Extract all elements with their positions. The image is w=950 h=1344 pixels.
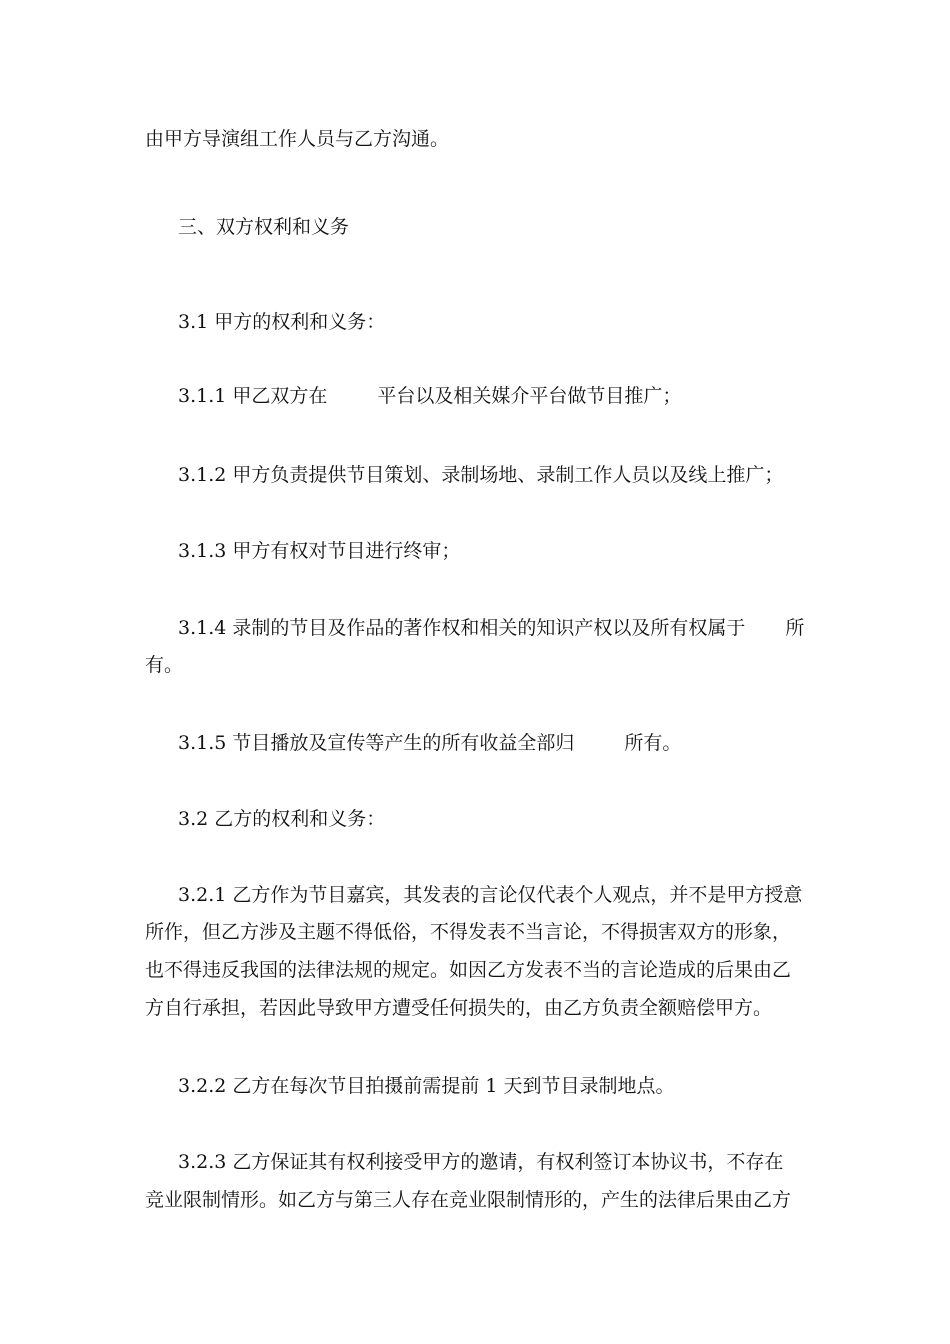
- clause-text: 平台以及相关媒介平台做节目推广；: [377, 385, 682, 407]
- paragraph-line: 由甲方导演组工作人员与乙方沟通。: [145, 128, 450, 150]
- clause-3-1-5: [178, 731, 681, 755]
- clause-3-1-3: 3.1.3 甲方有权对节目进行终审；: [178, 540, 461, 562]
- paragraph-line: 有。: [145, 654, 184, 676]
- clause-3-1-4: [178, 616, 804, 640]
- clause-3-2-3: 3.2.3 乙方保证其有权利接受甲方的邀请，有权利签订本协议书，不存在: [178, 1151, 784, 1173]
- clause-3-1-2: 3.1.2 甲方负责提供节目策划、录制场地、录制工作人员以及线上推广；: [178, 464, 784, 486]
- subsection-heading: 3.1 甲方的权利和义务：: [178, 311, 386, 333]
- clause-text: 3.1.4 录制的节目及作品的著作权和相关的知识产权以及所有权属于: [178, 617, 746, 639]
- paragraph-line: 方自行承担，若因此导致甲方遭受任何损失的，由乙方负责全额赔偿甲方。: [145, 997, 773, 1019]
- clause-text: 所有。: [624, 732, 682, 754]
- paragraph-line: 也不得违反我国的法律法规的规定。如因乙方发表不当的言论造成的后果由乙: [145, 959, 792, 981]
- clause-3-2-2: 3.2.2 乙方在每次节目拍摄前需提前 1 天到节目录制地点。: [178, 1075, 675, 1097]
- clause-text: 3.1.1 甲乙双方在: [178, 385, 328, 407]
- clause-3-1-1: [178, 384, 681, 408]
- clause-3-2-1: 3.2.1 乙方作为节目嘉宾，其发表的言论仅代表个人观点，并不是甲方授意: [178, 884, 803, 906]
- section-heading: 三、双方权利和义务: [178, 216, 350, 238]
- paragraph-line: 竞业限制情形。如乙方与第三人存在竞业限制情形的，产生的法律后果由乙方: [145, 1189, 792, 1211]
- clause-text: 所: [785, 617, 805, 639]
- paragraph-line: 所作，但乙方涉及主题不得低俗，不得发表不当言论，不得损害双方的形象，: [145, 921, 792, 943]
- clause-text: 3.1.5 节目播放及宣传等产生的所有收益全部归: [178, 732, 575, 754]
- subsection-heading: 3.2 乙方的权利和义务：: [178, 808, 386, 830]
